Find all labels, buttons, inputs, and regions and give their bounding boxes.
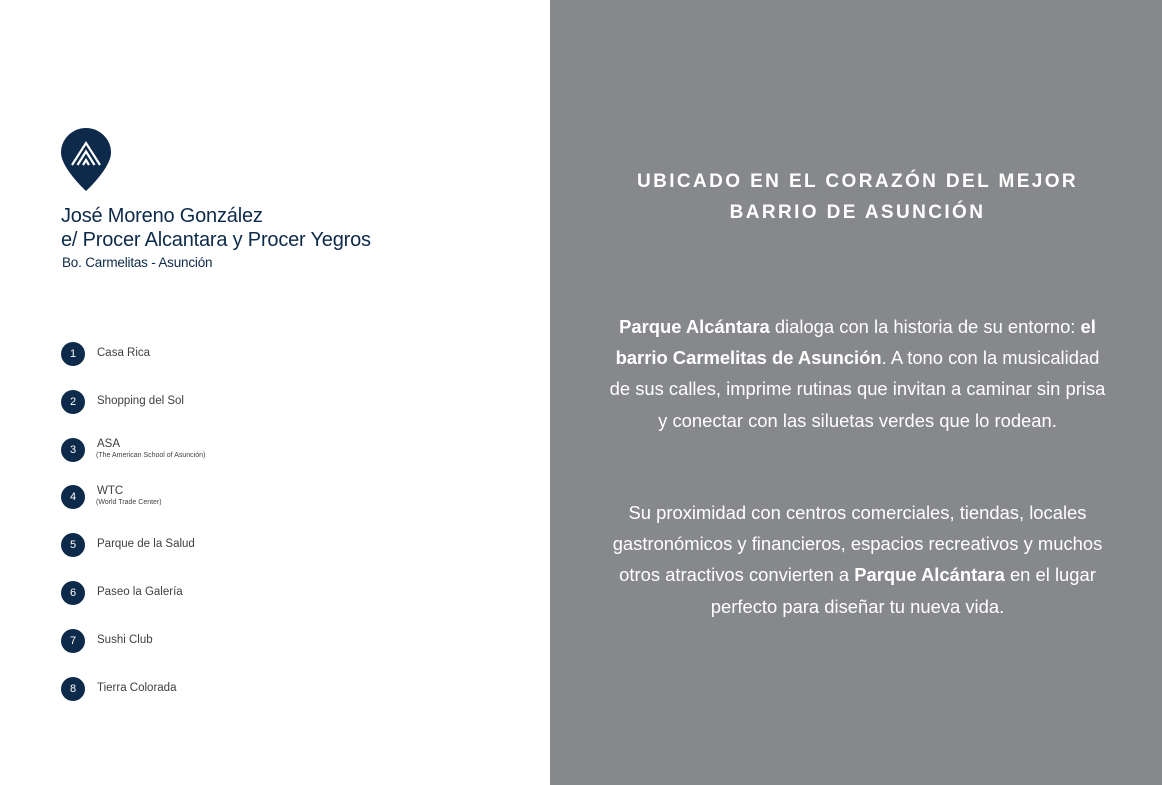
place-name: Casa Rica: [97, 347, 151, 359]
place-name: WTC: [97, 485, 124, 498]
neighborhood-highlight: el barrio Carmelitas de Asunción: [615, 316, 1096, 369]
place-number-badge: 1: [61, 342, 85, 366]
place-number-badge: 7: [61, 629, 85, 653]
address-line-1: José Moreno González: [61, 205, 263, 227]
location-pin-logo-icon: [61, 128, 111, 191]
place-name: Tierra Colorada: [97, 681, 177, 694]
paragraph-text: . A tono con la musicalidad de sus calles, imprime rutinas que invitan a caminar sin prisa y conectar con las siluetas verdes que lo rodean.: [609, 347, 1106, 431]
place-number-badge: 5: [61, 533, 85, 557]
place-subtitle: (The American School of Asunción): [96, 451, 206, 459]
address-section: [0, 0, 550, 785]
place-number-badge: 8: [61, 677, 85, 701]
place-name: Shopping del Sol: [97, 394, 184, 407]
intro-paragraph: [606, 311, 1109, 436]
project-name: Parque Alcántara: [854, 564, 1005, 586]
panel-heading: UBICADO EN EL CORAZÓN DEL MEJOR BARRIO DE ASUNCIÓN: [636, 171, 1079, 223]
paragraph-text: Su proximidad con centros comerciales, tiendas, locales gastronómicos y financieros, espacios recreativos y muchos otros atractivos convierten a: [612, 502, 1103, 586]
place-number-badge: 6: [61, 581, 85, 605]
place-name: Paseo la Galería: [97, 585, 183, 598]
project-name: Parque Alcántara: [619, 316, 770, 337]
place-number-badge: 3: [61, 438, 85, 462]
paragraph-text: en el lugar perfecto para diseñar tu nueva vida.: [710, 564, 1096, 617]
place-name: Parque de la Salud: [97, 538, 195, 551]
address-line-2: e/ Procer Alcantara y Procer Yegros: [61, 229, 371, 251]
proximity-paragraph: [606, 497, 1109, 622]
neighborhood-label: Bo. Carmelitas - Asunción: [62, 255, 213, 270]
place-name: Sushi Club: [97, 633, 153, 646]
place-name: ASA: [97, 437, 121, 450]
place-subtitle: (World Trade Center): [96, 499, 162, 507]
place-number-badge: 2: [61, 390, 85, 414]
paragraph-text: dialoga con la historia de su entorno:: [769, 316, 1081, 337]
place-number-badge: 4: [61, 485, 85, 509]
